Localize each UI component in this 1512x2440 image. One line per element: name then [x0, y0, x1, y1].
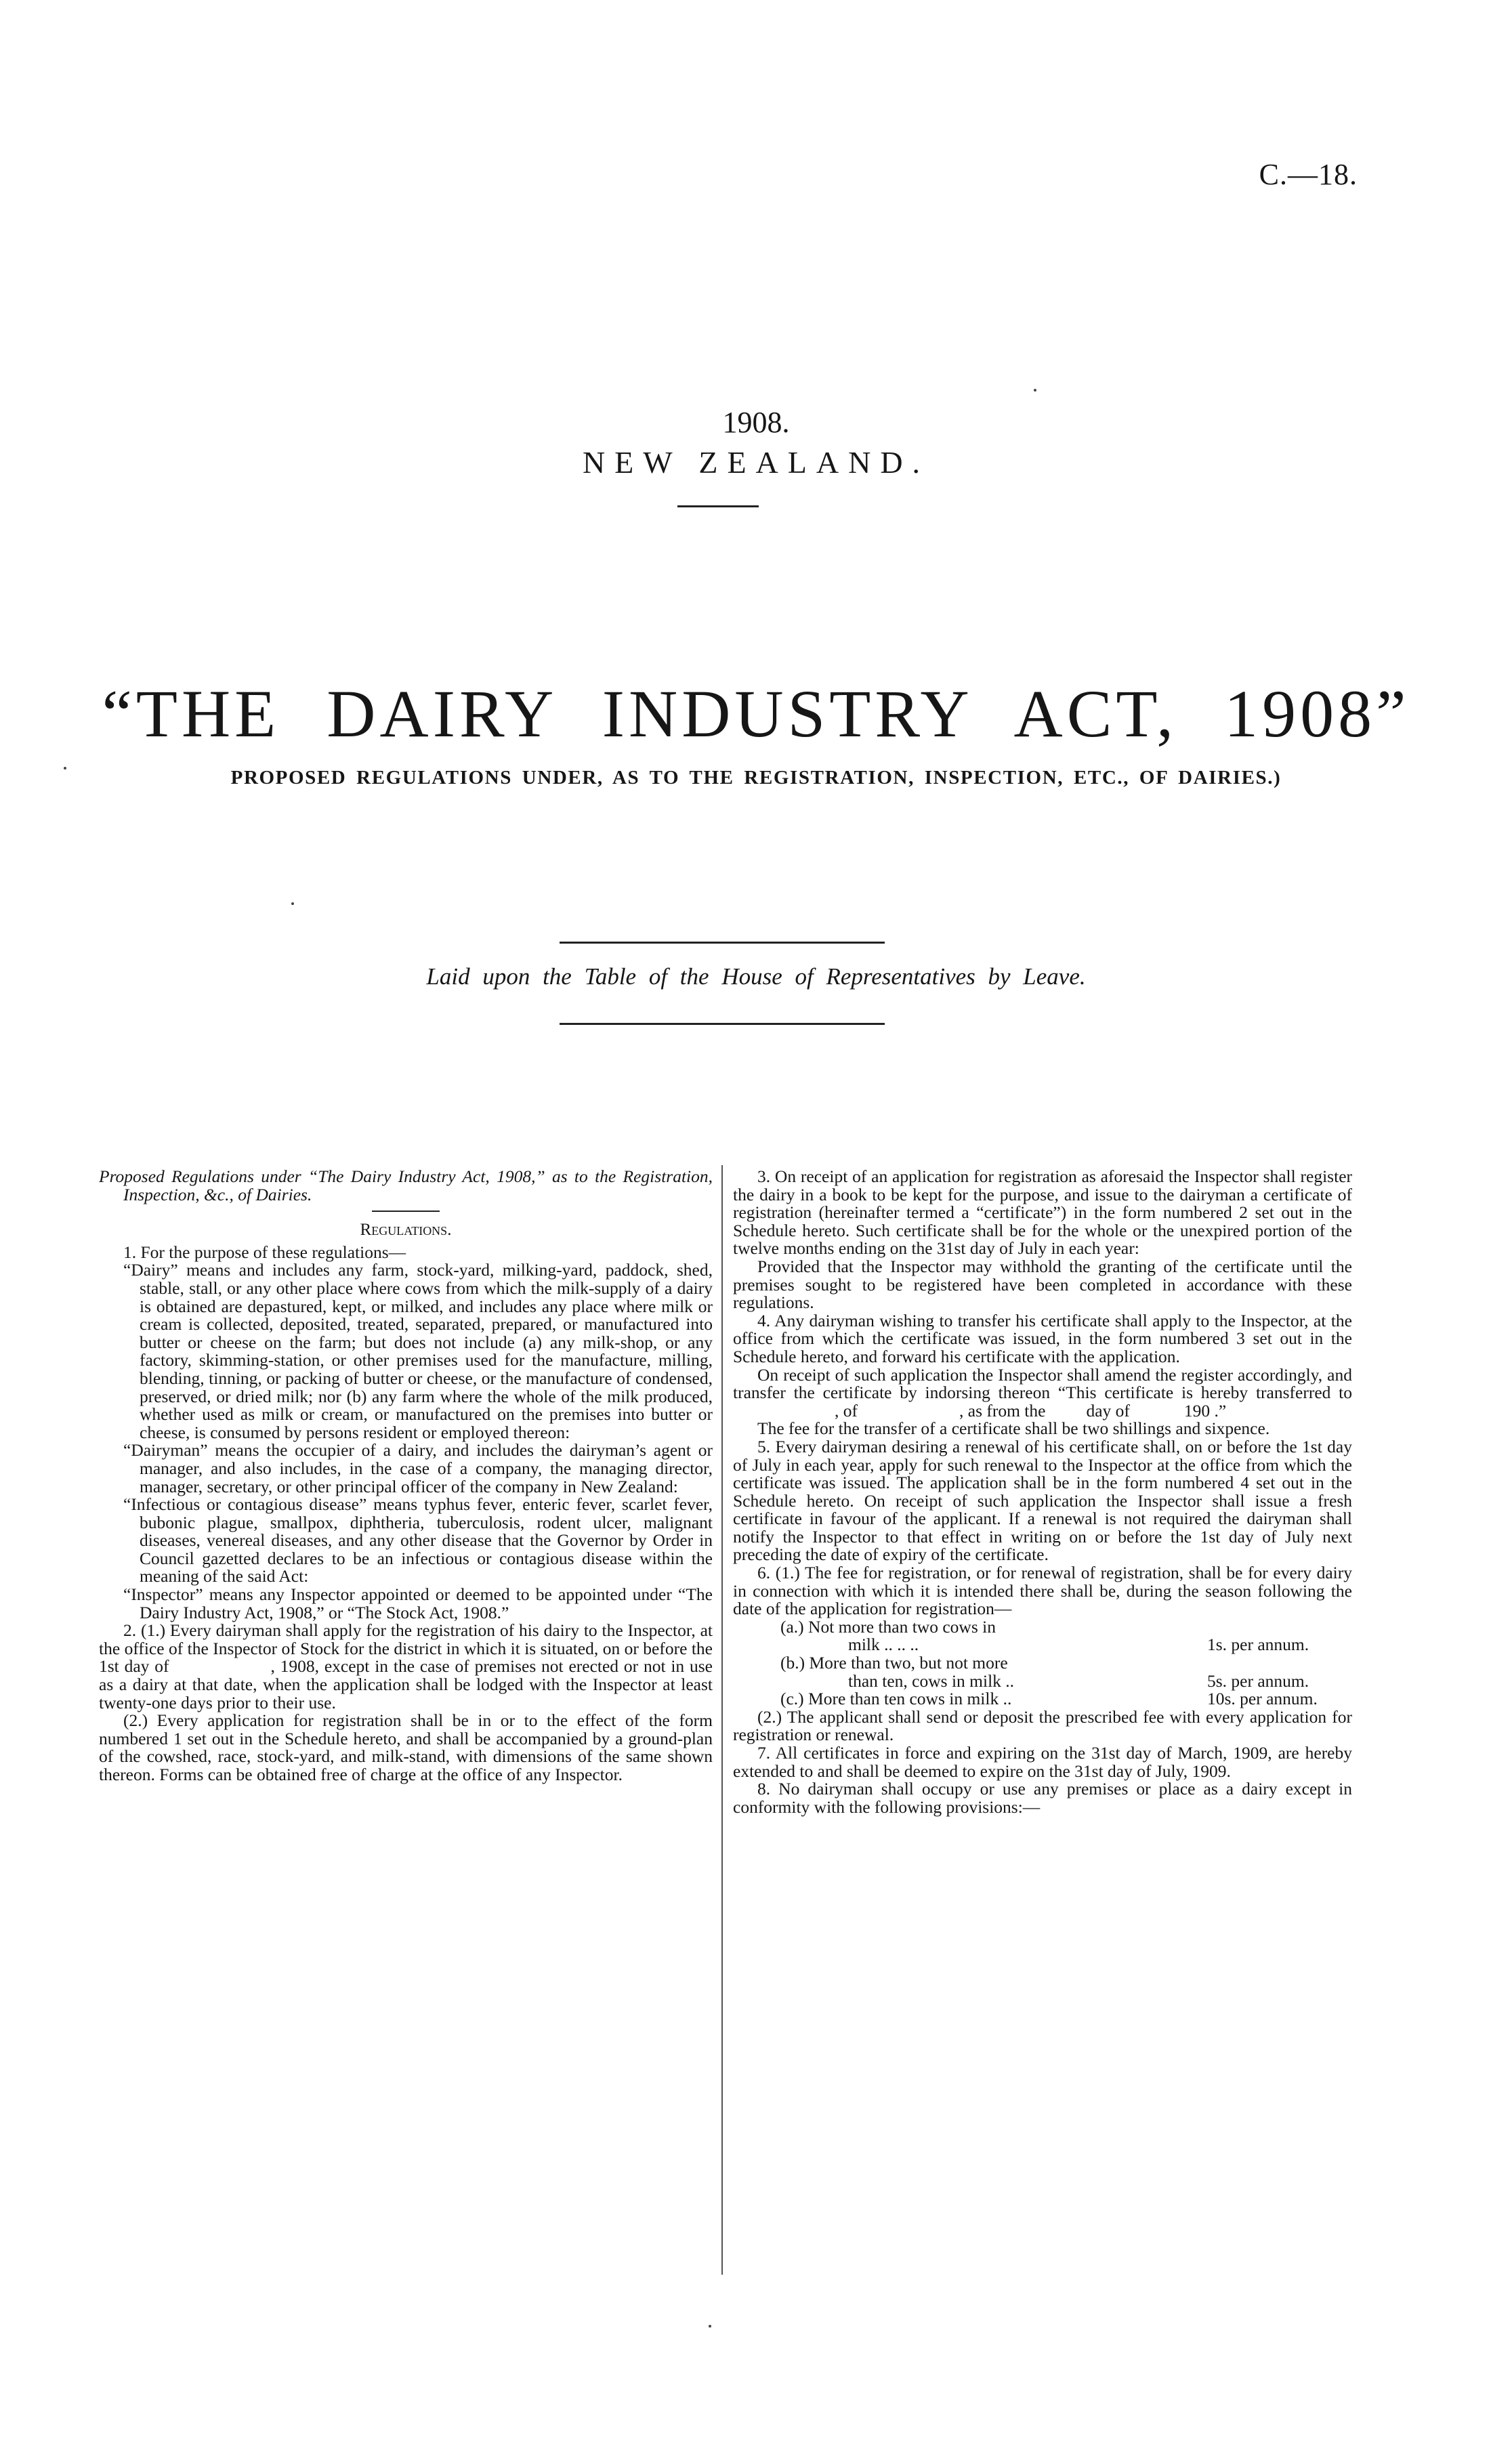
clause-4-fee: The fee for the transfer of a certificate shall be two shillings and sixpence. [757, 1418, 1270, 1439]
clause-5: 5. Every dairyman desiring a renewal of his certificate shall, on or before the 1st day of July in each year, apply for such renewal to the Inspector at the office from which the certificate was issued. The application shall be in the form numbered 4 set out in the Schedule hereto. On receipt of such application the Inspector shall issue a fresh certificate in favour of the applicant. If a renewal is not required the dairyman shall notify the Inspector to that effect in writing on or before the 1st day of July next preceding the date of expiry of the certificate. [733, 1436, 1352, 1565]
divider [677, 505, 759, 507]
divider [560, 1023, 885, 1025]
fee-amount: 5s. per annum. [1207, 1670, 1309, 1691]
fee-row-c [733, 1690, 1352, 1708]
country-heading: NEW ZEALAND. [582, 445, 930, 480]
transfer-year: 190 .” [1183, 1400, 1227, 1421]
clause-8: 8. No dairyman shall occupy or use any premises or place as a dairy except in conformity with the following provisions:— [733, 1779, 1352, 1817]
right-column [733, 1168, 1352, 1816]
print-speck [709, 2325, 711, 2328]
clause-4-transfer [733, 1366, 1352, 1421]
regulations-heading-note: Proposed Regulations under “The Dairy Industry Act, 1908,” as to the Registration, Inspection, &c., of Dairies. [99, 1166, 713, 1204]
fee-amount: 10s. per annum. [1207, 1689, 1318, 1709]
transfer-from: , as from the [959, 1400, 1046, 1421]
fee-label: milk .. .. .. [848, 1635, 919, 1655]
print-speck [64, 767, 66, 770]
laid-notice: Laid upon the Table of the House of Representatives by Leave. [426, 963, 1086, 990]
document-title: “THE DAIRY INDUSTRY ACT, 1908” [102, 676, 1410, 751]
clause-3-proviso: Provided that the Inspector may withhold the granting of the certificate until the premises sought to be registered have been completed in accordance with these regulations. [733, 1256, 1352, 1313]
fee-label: (c.) More than ten cows in milk .. [780, 1689, 1012, 1709]
clause-6-2: (2.) The applicant shall send or deposit the prescribed fee with every application for registration or renewal. [733, 1706, 1352, 1745]
fee-row-b [733, 1654, 1352, 1673]
definition-inspector: “Inspector” means any Inspector appointed or deemed to be appointed under “The Dairy Industry Act, 1908,” or “The Stock Act, 1908.” [123, 1584, 713, 1622]
section-heading: Regulations. [360, 1221, 452, 1240]
definition-dairyman: “Dairyman” means the occupier of a dairy, and includes the dairyman’s agent or manager, and also includes, in the case of a company, the managing director, manager, secretary, or other principal officer of the company in New Zealand: [123, 1440, 713, 1496]
clause-6-1: 6. (1.) The fee for registration, or for renewal of registration, shall be for every dairy in connection with which it is intended there shall be, during the season following the date of the application for registration— [733, 1563, 1352, 1619]
left-column [99, 1168, 713, 1784]
clause-2-1-end: , 1908, except in the case of premises not erected or not in use as a dairy at that date, when the application shall be lodged with the Inspector at least twenty-one days prior to their use. [99, 1656, 713, 1712]
definition-dairy: “Dairy” means and includes any farm, stock-yard, milking-yard, paddock, shed, stable, stall, or any other place where cows from which the milk-supply of a dairy is obtained are depastured, kept, or milked, and includes any place where milk or cream is collected, deposited, treated, separated, prepared, or manufactured into butter or cheese on the farm; but does not include (a) any milk-shop, or any factory, skimming-station, or other premises used for the manufacture, milling, blending, tinning, or packing of butter or cheese, or the manufacture of condensed, preserved, or dried milk; nor (b) any farm where the whole of the milk produced, whether used as milk or cream, or manufactured on the premises into butter or cheese, is consumed by persons resident or employed thereon: [123, 1260, 713, 1442]
clause-2-1-start: 2. (1.) Every dairyman shall apply for the registration of his dairy to the Inspector, at the office of the Inspector of Stock for the district in which it is situated, on or before the 1st day of [99, 1620, 713, 1677]
column-divider [721, 1165, 723, 2275]
fee-row-a-cont [733, 1636, 1352, 1654]
clause-3: 3. On receipt of an application for registration as aforesaid the Inspector shall register the dairy in a book to be kept for the purpose, and issue to the dairyman a certificate of registration (hereinafter termed a “certificate”) in the form numbered 2 set out in the Schedule hereto. Such certificate shall be for the whole or the unexpired portion of the twelve months ending on the 31st day of July in each year: [733, 1166, 1352, 1259]
year: 1908. [722, 406, 790, 439]
divider [372, 1211, 440, 1212]
fee-row-b-cont [733, 1670, 1352, 1691]
definition-disease: “Infectious or contagious disease” means typhus fever, enteric fever, scarlet fever, bubonic plague, smallpox, diphtheria, tuberculosis, rodent ulcer, malignant diseases, venereal diseases, and any other disease that the Governor by Order in Council gazetted declares to be an infectious or contagious disease within the meaning of the said Act: [123, 1494, 713, 1586]
transfer-text: On receipt of such application the Inspector shall amend the register accordingly, and transfer the certificate by indorsing thereon “This certificate is hereby transferred to [733, 1364, 1352, 1403]
fee-amount: 1s. per annum. [1207, 1635, 1309, 1655]
document-subtitle: PROPOSED REGULATIONS UNDER, AS TO THE REGISTRATION, INSPECTION, ETC., OF DAIRIES.) [230, 767, 1282, 788]
fee-label: than ten, cows in milk .. [848, 1670, 1015, 1691]
fee-label: (a.) Not more than two cows in [780, 1616, 996, 1637]
fee-label: (b.) More than two, but not more [780, 1653, 1008, 1673]
clause-7: 7. All certificates in force and expiring on the 31st day of March, 1909, are hereby extended to and shall be deemed to expire on the 31st day of July, 1909. [733, 1743, 1352, 1781]
transfer-of: , of [835, 1400, 858, 1421]
divider [560, 942, 885, 944]
transfer-day: day of [1086, 1400, 1130, 1421]
print-speck [291, 902, 294, 905]
clause-2-2: (2.) Every application for registration shall be in or to the effect of the form numbered 1 set out in the Schedule hereto, and shall be accompanied by a ground-plan of the cowshed, race, stock-yard, and milk-stand, with dimensions of the same shown thereon. Forms can be obtained free of charge at the office of any Inspector. [99, 1710, 713, 1784]
page-reference: C.—18. [1259, 158, 1358, 191]
clause-2-1 [99, 1622, 713, 1712]
print-speck [1034, 389, 1036, 392]
clause-4: 4. Any dairyman wishing to transfer his certificate shall apply to the Inspector, at the office from which the certificate was issued, in the form numbered 3 set out in the Schedule hereto, and forward his certificate with the application. [733, 1310, 1352, 1366]
clause-1-intro: 1. For the purpose of these regulations— [123, 1242, 406, 1262]
fee-row-a [733, 1618, 1352, 1637]
